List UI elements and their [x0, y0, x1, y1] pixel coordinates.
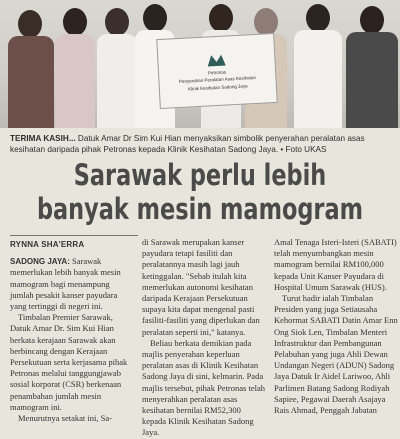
dateline: SADONG JAYA:	[10, 257, 70, 267]
placard-line: Penyerahan Peralatan Asas Kesihatan	[178, 75, 257, 85]
article-column-3	[274, 237, 398, 416]
person-figure	[292, 4, 344, 128]
article-column-2	[142, 237, 266, 438]
paragraph: Turut hadir ialah Timbalan Presiden yang juga Setiausaha Kehormat SABATI Datin Amar Enn Ong Siok Len, Timbalan Menteri Infrastruktur dan Pembangunan Pelabuhan yang juga Ahli Dewan Undangan Negeri (ADUN) Sadong Jaya Datuk Ir Aidel Lariwoo, Ahli Parlimen Batang Sadong Rodiyah Sapiee, Pegawai Daerah Asajaya Rais Ahmad, Penggah Jabatan	[274, 293, 398, 416]
news-photo	[0, 0, 400, 128]
person-figure	[52, 8, 98, 128]
petronas-logo-icon	[205, 51, 228, 68]
headline-line-1: Sarawak perlu lebih	[73, 158, 327, 192]
caption-lead: TERIMA KASIH...	[10, 134, 76, 143]
article-column-1	[10, 237, 134, 424]
photo-caption	[10, 133, 394, 155]
paragraph: Beliau berkata demikian pada majlis penyerahan keperluan peralatan asas di Klinik Kesihatan Sadong Jaya di sini, kelmarin. Pada majlis tersebut, pihak Petronas telah menyerahkan peralatan asas kesihatan bernilai RM52,300 kepada Klinik Kesihatan Sadong Jaya.	[142, 337, 265, 438]
person-figure	[6, 10, 56, 128]
paragraph: Menurutnya setakat ini, Sa-	[18, 413, 112, 424]
placard-line: Klinik Kesihatan Sadong Jaya	[187, 83, 248, 92]
person-figure	[344, 6, 400, 128]
headline	[0, 158, 400, 226]
byline-rule	[10, 235, 138, 236]
paragraph: Timbalan Premier Sarawak, Datuk Amar Dr. Sim Kui Hian berkata kerajaan Sarawak akan berbincang dengan Kerajaan Persekutuan serta kerjasama pihak Petronas melalui tanggungjawab sosial korporat (CSR) berkenaan penambahan jumlah mesin mamogram ini.	[10, 312, 128, 412]
headline-line-2: banyak mesin mamogram	[36, 192, 364, 226]
paragraph: SADONG JAYA: Sarawak memerlukan lebih banyak mesin mamogram bagi menampung jumlah pesakit kanser payudara yang tertinggi di negeri ini.	[10, 256, 121, 312]
placard-line: Petronas	[207, 69, 227, 76]
paragraph: di Sarawak merupakan kanser payudara tetapi fasiliti dan peralatannya masih lagi jauh ketinggalan. "Sebab itulah kita memerlukan autonomi kesihatan daripada Kerajaan Persekutuan supaya kita dapat mengenal pasti fasiliti-fasiliti yang diperlukan dan peralatan seperti ini," katanya.	[142, 237, 260, 337]
paragraph: Amal Tenaga Isteri-Isteri (SABATI) telah menyumbangkan mesin mamogram bernilai RM100,000 kepada Unit Kanser Payudara di Hospital Umum Sarawak (HUS).	[274, 237, 397, 292]
donation-placard	[156, 33, 278, 109]
caption-text: Datuk Amar Dr Sim Kui Hian menyaksikan simbolik penyerahan peralatan asas kesihatan daripada pihak Petronas kepada Klinik Kesihatan Sadong Jaya. • Foto UKAS	[10, 134, 365, 155]
article-body	[10, 237, 400, 438]
byline: RYNNA SHA'ERRA	[10, 240, 85, 249]
